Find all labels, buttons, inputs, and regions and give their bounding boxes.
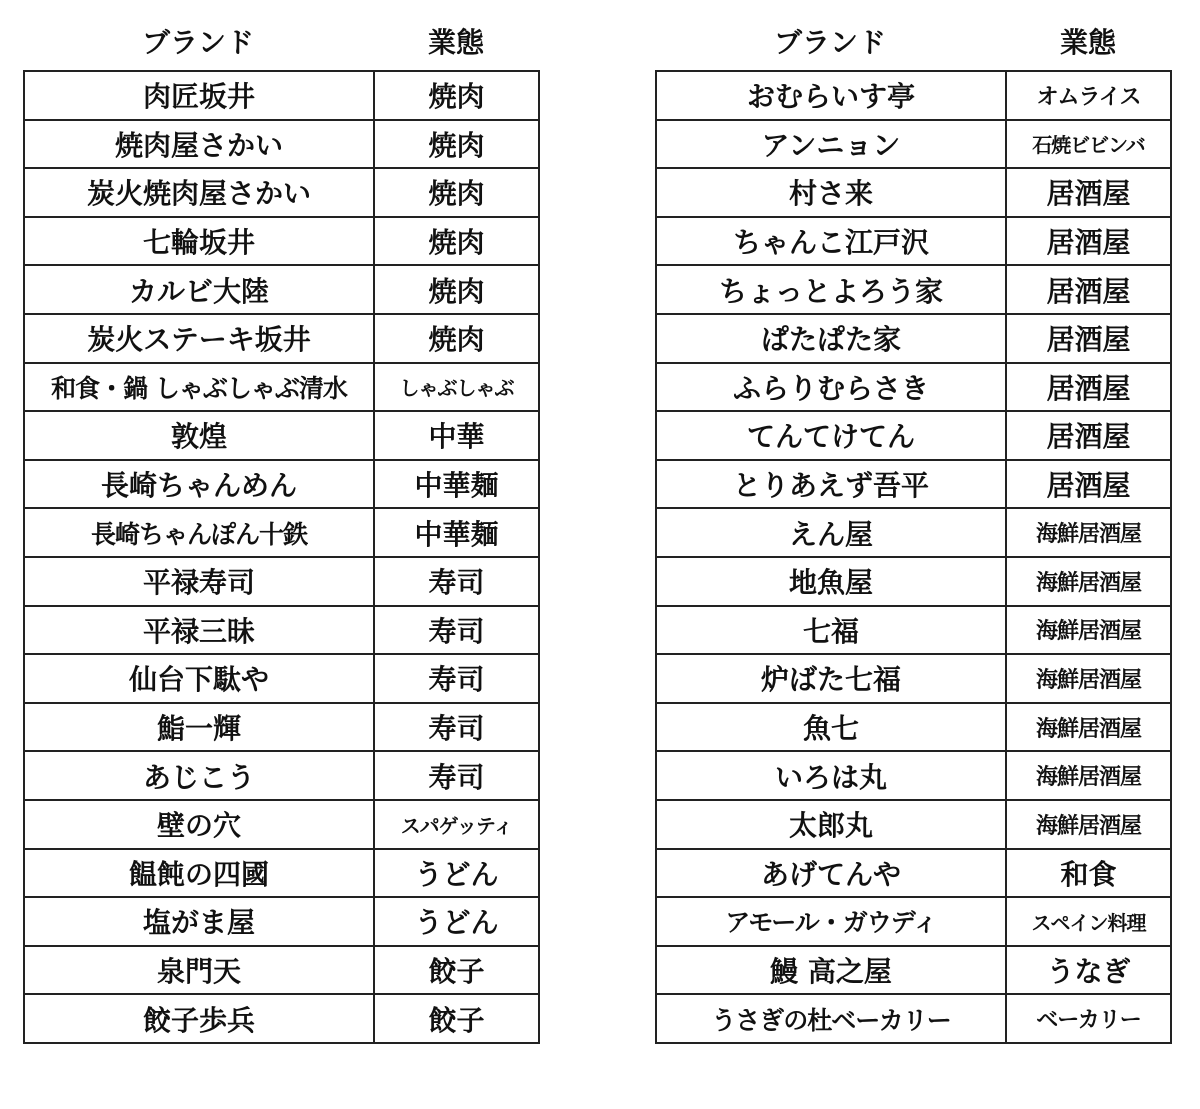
brand-cell: 焼肉屋さかい [24,120,374,169]
type-cell: 石焼ビビンバ [1006,120,1171,169]
table-row [656,363,1171,412]
table-row [24,120,539,169]
type-cell: 海鮮居酒屋 [1006,800,1171,849]
table-row [24,217,539,266]
brand-cell: ちゃんこ江戸沢 [656,217,1006,266]
table-row [24,363,539,412]
table-row [24,994,539,1043]
table-row [24,508,539,557]
table-row [24,557,539,606]
table-row [656,800,1171,849]
table-row [24,703,539,752]
type-cell: 中華 [374,411,539,460]
type-cell: 寿司 [374,606,539,655]
right-header-type: 業態 [1059,26,1116,59]
brand-cell: アンニョン [656,120,1006,169]
brand-cell: 餃子歩兵 [24,994,374,1043]
brand-cell: 炉ばた七福 [656,654,1006,703]
type-cell: 餃子 [374,946,539,995]
table-row [656,994,1171,1043]
brand-cell: 炭火ステーキ坂井 [24,314,374,363]
brand-cell: とりあえず吾平 [656,460,1006,509]
type-cell: 居酒屋 [1006,363,1171,412]
type-cell: 海鮮居酒屋 [1006,654,1171,703]
right-header-brand: ブランド [773,26,886,59]
brand-cell: 魚七 [656,703,1006,752]
brand-cell: 鮨一輝 [24,703,374,752]
brand-cell: あじこう [24,751,374,800]
type-cell: 和食 [1006,849,1171,898]
type-cell: スパゲッティ [374,800,539,849]
type-cell: 海鮮居酒屋 [1006,606,1171,655]
table-row [24,265,539,314]
table-row [656,654,1171,703]
brand-cell: ぱたぱた家 [656,314,1006,363]
left-brand-table [23,70,540,1044]
table-row [656,460,1171,509]
table-row [24,168,539,217]
type-cell: 海鮮居酒屋 [1006,508,1171,557]
brand-cell: 仙台下駄や [24,654,374,703]
brand-cell: 泉門天 [24,946,374,995]
brand-cell: 地魚屋 [656,557,1006,606]
brand-cell: 七輪坂井 [24,217,374,266]
type-cell: 居酒屋 [1006,314,1171,363]
type-cell: 居酒屋 [1006,265,1171,314]
left-header-brand: ブランド [141,26,254,59]
type-cell: 寿司 [374,557,539,606]
table-row [24,897,539,946]
table-row [656,120,1171,169]
table-row [24,654,539,703]
table-row [656,703,1171,752]
brand-cell: 村さ来 [656,168,1006,217]
type-cell: 海鮮居酒屋 [1006,751,1171,800]
table-row [656,849,1171,898]
type-cell: 焼肉 [374,314,539,363]
type-cell: スペイン料理 [1006,897,1171,946]
type-cell: 居酒屋 [1006,411,1171,460]
type-cell: 居酒屋 [1006,168,1171,217]
type-cell: 海鮮居酒屋 [1006,557,1171,606]
type-cell: オムライス [1006,71,1171,120]
type-cell: 海鮮居酒屋 [1006,703,1171,752]
brand-cell: えん屋 [656,508,1006,557]
table-row [24,606,539,655]
table-row [656,508,1171,557]
brand-cell: ふらりむらさき [656,363,1006,412]
brand-cell: うさぎの杜ベーカリー [656,994,1006,1043]
table-row [24,800,539,849]
right-brand-table [655,70,1172,1044]
brand-cell: 鰻 高之屋 [656,946,1006,995]
type-cell: ベーカリー [1006,994,1171,1043]
table-row [24,411,539,460]
brand-cell: 平禄三昧 [24,606,374,655]
table-row [656,217,1171,266]
type-cell: 焼肉 [374,120,539,169]
brand-cell: 太郎丸 [656,800,1006,849]
table-row [656,606,1171,655]
brand-cell: 肉匠坂井 [24,71,374,120]
type-cell: 寿司 [374,703,539,752]
table-row [24,314,539,363]
type-cell: 寿司 [374,654,539,703]
type-cell: 寿司 [374,751,539,800]
table-row [656,557,1171,606]
brand-cell: 敦煌 [24,411,374,460]
table-row [656,411,1171,460]
type-cell: うどん [374,849,539,898]
brand-cell: ちょっとよろう家 [656,265,1006,314]
brand-cell: 和食・鍋 しゃぶしゃぶ清水 [24,363,374,412]
brand-cell: 長崎ちゃんめん [24,460,374,509]
brand-cell: おむらいす亭 [656,71,1006,120]
table-row [656,897,1171,946]
type-cell: 中華麺 [374,460,539,509]
brand-cell: てんてけてん [656,411,1006,460]
brand-cell: 平禄寿司 [24,557,374,606]
type-cell: 焼肉 [374,71,539,120]
brand-cell: カルビ大陸 [24,265,374,314]
table-row [24,460,539,509]
type-cell: 焼肉 [374,217,539,266]
table-row [656,71,1171,120]
type-cell: 居酒屋 [1006,217,1171,266]
table-row [656,168,1171,217]
brand-cell: あげてんや [656,849,1006,898]
brand-cell: いろは丸 [656,751,1006,800]
table-row [24,946,539,995]
type-cell: 居酒屋 [1006,460,1171,509]
type-cell: しゃぶしゃぶ [374,363,539,412]
type-cell: 焼肉 [374,265,539,314]
type-cell: うどん [374,897,539,946]
table-row [24,71,539,120]
brand-cell: 炭火焼肉屋さかい [24,168,374,217]
table-row [656,265,1171,314]
type-cell: 焼肉 [374,168,539,217]
brand-cell: 七福 [656,606,1006,655]
table-row [24,849,539,898]
left-header-row [23,20,539,66]
table-row [656,946,1171,995]
table-row [24,751,539,800]
right-header-row [655,20,1171,66]
table-row [656,314,1171,363]
type-cell: うなぎ [1006,946,1171,995]
brand-cell: 長崎ちゃんぽん十鉄 [24,508,374,557]
type-cell: 餃子 [374,994,539,1043]
brand-cell: アモール・ガウディ [656,897,1006,946]
type-cell: 中華麺 [374,508,539,557]
brand-cell: 壁の穴 [24,800,374,849]
left-header-type: 業態 [427,26,484,59]
table-row [656,751,1171,800]
brand-cell: 饂飩の四國 [24,849,374,898]
brand-cell: 塩がま屋 [24,897,374,946]
